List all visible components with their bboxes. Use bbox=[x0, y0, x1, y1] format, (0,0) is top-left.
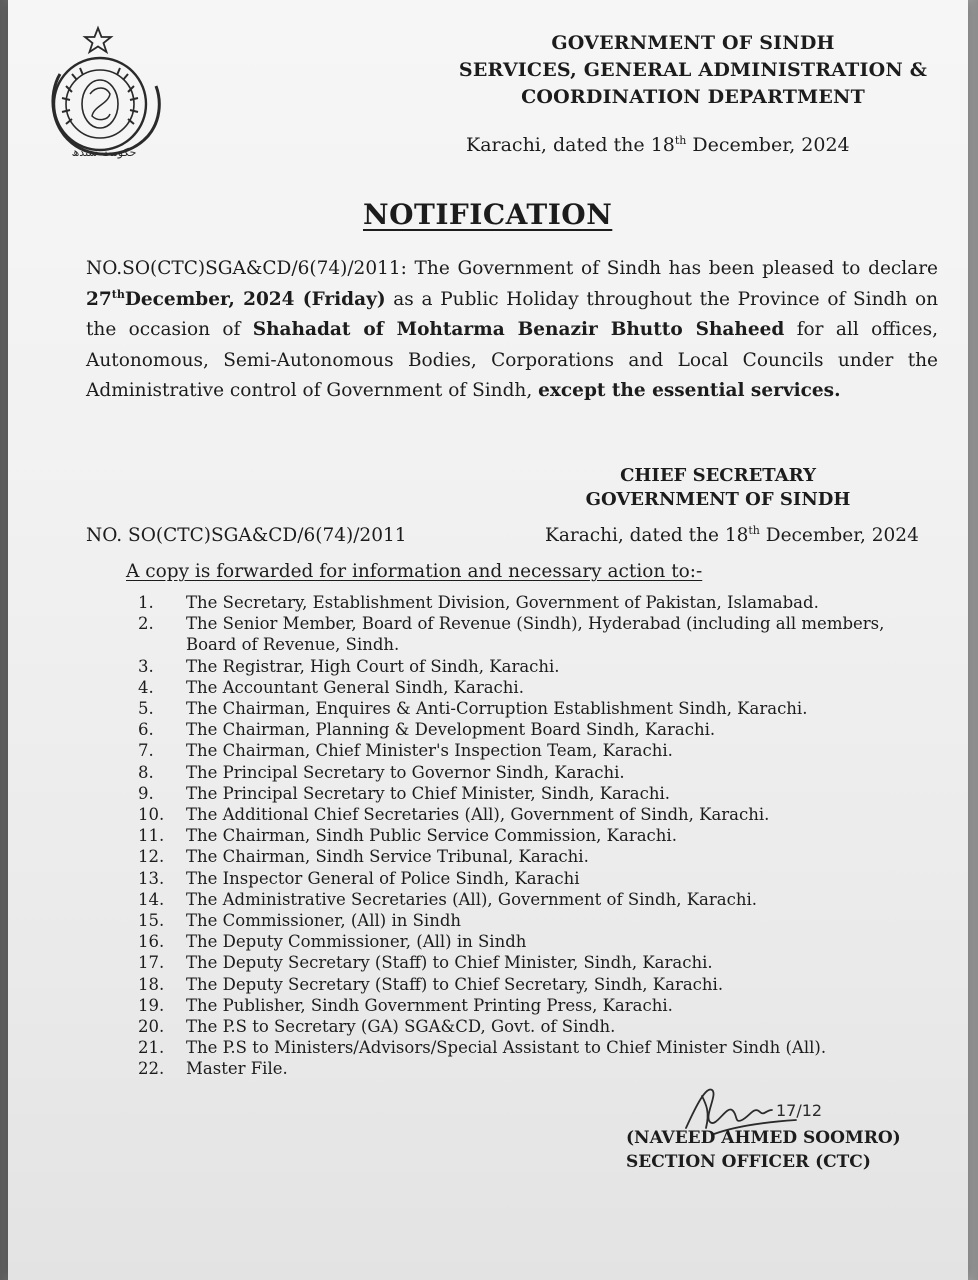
list-item-text: The Chairman, Chief Minister's Inspection Team, Karachi. bbox=[186, 741, 673, 761]
list-item bbox=[138, 613, 918, 655]
list-item-text: The Senior Member, Board of Revenue (Sindh), Hyderabad (including all members, Board of Revenue, Sindh. bbox=[186, 614, 885, 655]
dated-top-sup: th bbox=[674, 134, 687, 147]
occasion-text: Shahadat of Mohtarma Benazir Bhutto Shaheed bbox=[252, 319, 785, 340]
list-item-number: 6. bbox=[138, 720, 154, 740]
list-item-number: 17. bbox=[138, 953, 165, 973]
list-item-number: 20. bbox=[138, 1017, 165, 1037]
list-item-text: The Chairman, Enquires & Anti-Corruption Establishment Sindh, Karachi. bbox=[186, 699, 808, 719]
ref-date-suffix: December, 2024 bbox=[759, 525, 919, 546]
list-item-number: 15. bbox=[138, 911, 165, 931]
list-item-number: 14. bbox=[138, 889, 165, 909]
list-item-number: 4. bbox=[138, 677, 154, 697]
list-item bbox=[138, 740, 918, 761]
list-item bbox=[138, 783, 918, 804]
list-item bbox=[138, 762, 918, 783]
holiday-date-sup: th bbox=[111, 287, 125, 301]
list-item bbox=[138, 825, 918, 846]
government-seal-icon bbox=[38, 24, 168, 164]
list-item-text: The Chairman, Planning & Development Board Sindh, Karachi. bbox=[186, 720, 716, 740]
list-item-text: The Commissioner, (All) in Sindh bbox=[186, 911, 462, 931]
document-page bbox=[8, 0, 968, 1280]
list-item bbox=[138, 677, 918, 698]
list-item-number: 8. bbox=[138, 762, 154, 782]
list-item-number: 2. bbox=[138, 614, 154, 634]
list-item bbox=[138, 952, 918, 973]
list-item bbox=[138, 931, 918, 952]
list-item-text: Master File. bbox=[186, 1059, 288, 1079]
list-item bbox=[138, 1037, 918, 1058]
dated-line-top bbox=[466, 134, 850, 156]
list-item-number: 10. bbox=[138, 805, 165, 825]
list-item bbox=[138, 995, 918, 1016]
list-item-text: The Publisher, Sindh Government Printing Press, Karachi. bbox=[186, 995, 673, 1015]
list-item-text: The P.S to Ministers/Advisors/Special Assistant to Chief Minister Sindh (All). bbox=[186, 1038, 827, 1058]
list-item bbox=[138, 698, 918, 719]
notification-ref: NO.SO(CTC)SGA&CD/6(74)/2011: bbox=[86, 258, 407, 279]
list-item-text: The Deputy Secretary (Staff) to Chief Secretary, Sindh, Karachi. bbox=[186, 974, 724, 994]
list-item-number: 12. bbox=[138, 847, 165, 867]
list-item-number: 5. bbox=[138, 699, 154, 719]
body-text-1: The Government of Sindh has been pleased to declare bbox=[406, 258, 938, 279]
list-item-text: The Deputy Secretary (Staff) to Chief Minister, Sindh, Karachi. bbox=[186, 953, 713, 973]
ref-date-prefix: Karachi, dated the 18 bbox=[545, 525, 749, 546]
officer-designation: SECTION OFFICER (CTC) bbox=[626, 1152, 871, 1172]
list-item-number: 1. bbox=[138, 593, 154, 612]
list-item-number: 9. bbox=[138, 783, 154, 803]
holiday-date-rest: December, 2024 (Friday) bbox=[124, 288, 386, 310]
body-text-2: as a Public Holiday throughout the Province of Sindh on the occasion of bbox=[86, 288, 938, 340]
svg-text:حکومت سندھ: حکومت سندھ bbox=[71, 146, 137, 159]
list-item-text: The Chairman, Sindh Service Tribunal, Karachi. bbox=[186, 847, 589, 867]
list-item-text: The Principal Secretary to Governor Sindh, Karachi. bbox=[186, 762, 625, 782]
signature-date: 17/12 bbox=[776, 1101, 823, 1120]
notification-body bbox=[86, 254, 938, 407]
list-item bbox=[138, 1016, 918, 1037]
list-item-number: 22. bbox=[138, 1059, 165, 1079]
signoff-line-2: GOVERNMENT OF SINDH bbox=[585, 489, 851, 510]
list-item bbox=[138, 974, 918, 995]
dated-top-prefix: Karachi, dated the 18 bbox=[466, 134, 675, 156]
copy-reference-number: NO. SO(CTC)SGA&CD/6(74)/2011 bbox=[86, 525, 407, 546]
page-title: NOTIFICATION bbox=[363, 198, 613, 231]
header-line-3: COORDINATION DEPARTMENT bbox=[521, 86, 865, 108]
list-item-text: The Chairman, Sindh Public Service Commission, Karachi. bbox=[186, 826, 677, 846]
list-item-text: The Deputy Commissioner, (All) in Sindh bbox=[186, 932, 527, 952]
signoff-line-1: CHIEF SECRETARY bbox=[620, 465, 816, 486]
list-item bbox=[138, 846, 918, 867]
list-item bbox=[138, 889, 918, 910]
list-item bbox=[138, 656, 918, 677]
list-item-number: 16. bbox=[138, 932, 165, 952]
header-line-1: GOVERNMENT OF SINDH bbox=[551, 32, 835, 54]
list-item bbox=[138, 719, 918, 740]
chief-secretary-signoff bbox=[583, 464, 853, 512]
list-item-number: 18. bbox=[138, 974, 165, 994]
list-item-text: The Registrar, High Court of Sindh, Karachi. bbox=[186, 656, 560, 676]
list-item bbox=[138, 910, 918, 931]
list-item-text: The Accountant General Sindh, Karachi. bbox=[186, 677, 524, 697]
dated-line-copy bbox=[545, 525, 919, 546]
list-item-text: The Additional Chief Secretaries (All), Government of Sindh, Karachi. bbox=[186, 805, 770, 825]
list-item bbox=[138, 804, 918, 825]
ref-date-sup: th bbox=[748, 524, 760, 537]
list-item bbox=[138, 592, 918, 613]
header-line-2: SERVICES, GENERAL ADMINISTRATION & bbox=[458, 59, 928, 81]
list-item-text: The Secretary, Establishment Division, Government of Pakistan, Islamabad. bbox=[186, 593, 819, 612]
copy-recipient-list bbox=[138, 592, 918, 1080]
list-item-number: 19. bbox=[138, 995, 165, 1015]
exception-text: except the essential services. bbox=[538, 380, 841, 401]
forward-heading: A copy is forwarded for information and necessary action to:- bbox=[126, 561, 703, 582]
list-item-number: 7. bbox=[138, 741, 154, 761]
section-officer-block bbox=[626, 1126, 901, 1174]
dated-top-suffix: December, 2024 bbox=[686, 134, 850, 156]
list-item bbox=[138, 868, 918, 889]
body-text-3: for all offices, Autonomous, Semi-Autonomous Bodies, Corporations and Local Councils under the Administrative control of Government of Sindh, bbox=[86, 319, 939, 401]
list-item-number: 11. bbox=[138, 826, 165, 846]
holiday-date-day: 27 bbox=[86, 288, 112, 310]
list-item-number: 3. bbox=[138, 656, 154, 676]
list-item-number: 13. bbox=[138, 868, 165, 888]
department-header bbox=[388, 30, 978, 111]
list-item-text: The Inspector General of Police Sindh, Karachi bbox=[186, 868, 580, 888]
list-item-text: The Administrative Secretaries (All), Government of Sindh, Karachi. bbox=[186, 889, 757, 909]
officer-name: (NAVEED AHMED SOOMRO) bbox=[626, 1128, 901, 1148]
list-item-text: The P.S to Secretary (GA) SGA&CD, Govt. of Sindh. bbox=[186, 1017, 616, 1037]
list-item-text: The Principal Secretary to Chief Minister, Sindh, Karachi. bbox=[186, 783, 670, 803]
list-item-number: 21. bbox=[138, 1038, 165, 1058]
